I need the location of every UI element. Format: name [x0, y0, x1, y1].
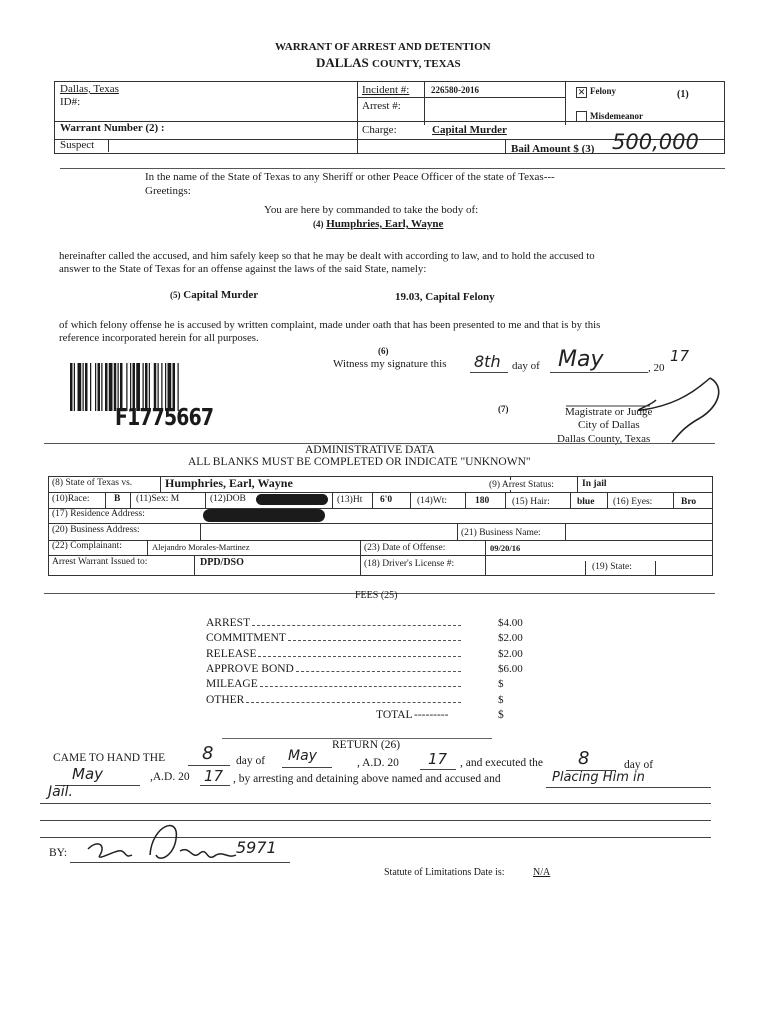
business-name-label: (21) Business Name:: [461, 528, 541, 538]
paragraph-1a: hereinafter called the accused, and him safely keep so that he may be dealt with according to law, and to hold the accused to: [59, 250, 595, 262]
fees-total-amount: $: [498, 709, 504, 721]
bail-amount-label: Bail Amount $ (3): [511, 143, 595, 155]
field-number: (6): [378, 346, 389, 356]
felony-checkbox[interactable]: ✕: [577, 87, 586, 97]
blank-line: [470, 372, 508, 373]
divider: [485, 555, 486, 576]
height-value: 6'0: [380, 495, 393, 505]
incident-label: Incident #:: [362, 84, 410, 96]
divider: [673, 492, 674, 508]
location-text: Dallas, Texas: [60, 83, 119, 95]
document-title: WARRANT OF ARREST AND DETENTION: [275, 41, 491, 53]
issued-to-value: DPD/DSO: [200, 557, 244, 568]
divider: [130, 492, 131, 508]
state-vs-value: Humphries, Earl, Wayne: [165, 476, 293, 490]
arrest-status-label: (9) Arrest Status:: [489, 480, 554, 490]
barcode-bar: [74, 363, 75, 411]
fee-amount: $2.00: [498, 647, 523, 660]
barcode-bar: [161, 363, 162, 411]
leader-dots: ---------: [414, 709, 449, 721]
witness-text: Witness my signature this: [333, 358, 447, 370]
divider: [565, 81, 566, 125]
return-line2-a: ,A.D. 20: [150, 771, 190, 783]
charge-label: Charge:: [362, 124, 397, 136]
county-heading: [316, 55, 461, 71]
fee-amount: $6.00: [498, 662, 523, 675]
fee-amount: $: [498, 678, 504, 691]
business-address-label: (20) Business Address:: [52, 525, 140, 535]
residence-address-label: (17) Residence Address:: [52, 509, 145, 519]
state-vs-label: (8) State of Texas vs.: [52, 478, 133, 488]
barcode-bar: [120, 363, 123, 411]
barcode-bar: [118, 363, 119, 411]
barcode-bar: [165, 363, 166, 411]
return-month-handwritten: May: [288, 748, 317, 764]
statute-text: 19.03, Capital Felony: [395, 291, 495, 303]
witness-dayof: day of: [512, 360, 540, 372]
drivers-license-label: (18) Driver's License #:: [364, 559, 455, 569]
barcode-number: F1775667: [115, 405, 214, 431]
return-day-handwritten: 8: [202, 743, 214, 764]
redaction-bar: [203, 509, 325, 522]
blank-line: [282, 767, 332, 768]
magistrate-title: Magistrate or Judge: [565, 406, 653, 418]
paragraph-2b: reference incorporated herein for all purposes.: [59, 332, 259, 344]
salutation-line: In the name of the State of Texas to any Sheriff or other Peace Officer of the state of Texas---: [145, 171, 555, 183]
weight-label: (14)Wt:: [417, 496, 448, 506]
barcode-bar: [101, 363, 102, 411]
eyes-label: (16) Eyes:: [613, 497, 653, 507]
witness-month-handwritten: May: [558, 347, 604, 372]
divider: [357, 81, 358, 154]
barcode-bar: [158, 363, 159, 411]
barcode-bar: [105, 363, 108, 411]
divider: [48, 508, 713, 509]
divider: [200, 523, 201, 540]
fee-label: RELEASE: [206, 647, 257, 660]
divider: [60, 168, 725, 169]
return-line1-b: day of: [236, 755, 266, 767]
barcode-bar: [90, 363, 91, 411]
height-label: (13)Ht: [337, 495, 363, 505]
divider: [372, 492, 373, 508]
officer-signature: [80, 815, 240, 875]
leader-dots: [246, 702, 461, 703]
leader-dots: [252, 625, 461, 626]
divider: [194, 555, 195, 576]
fees-total-label: TOTAL: [376, 709, 413, 721]
return-line1-e: day of: [624, 759, 654, 771]
witness-year-prefix: , 20: [648, 362, 665, 374]
divider: [424, 81, 425, 125]
race-label: (10)Race:: [52, 494, 90, 504]
leader-dots: [288, 640, 461, 641]
divider: [48, 523, 713, 524]
divider: [360, 555, 361, 576]
divider: [357, 97, 565, 98]
complainant-value: Alejandro Morales-Martinez: [152, 542, 250, 552]
paragraph-2a: of which felony offense he is accused by written complaint, made under oath that has been presented to me and that is by this: [59, 319, 601, 331]
magistrate-county: Dallas County, Texas: [557, 433, 651, 445]
barcode-bar: [114, 363, 117, 411]
barcode-bar: [154, 363, 157, 411]
return-year-handwritten: 17: [428, 750, 448, 768]
weight-value: 180: [475, 496, 490, 506]
return-line2-b: , by arresting and detaining above named and accused and: [233, 773, 501, 785]
barcode-bar: [136, 363, 140, 411]
divider: [655, 561, 656, 576]
felony-label: Felony: [590, 86, 616, 96]
divider: [485, 540, 486, 555]
barcode-bar: [143, 363, 144, 411]
id-label: ID#:: [60, 96, 81, 108]
fee-amount: $4.00: [498, 617, 523, 629]
blank-line: [546, 787, 711, 788]
witness-year-handwritten: 17: [670, 347, 690, 365]
barcode: [70, 363, 208, 411]
misdemeanor-checkbox[interactable]: [576, 111, 587, 122]
return-line3-handwritten: Jail.: [48, 784, 73, 800]
divider: [607, 492, 608, 508]
redaction-bar: [256, 494, 328, 505]
charge-value: Capital Murder: [432, 124, 507, 136]
divider: [108, 140, 109, 152]
fee-amount: $: [498, 693, 504, 706]
hair-label: (15) Hair:: [512, 497, 550, 507]
divider: [465, 492, 466, 508]
paragraph-1b: answer to the State of Texas for an offense against the laws of the said State, namely:: [59, 263, 427, 275]
warrant-number-label: Warrant Number (2) :: [60, 122, 165, 134]
blank-line: [40, 803, 711, 804]
divider: [48, 555, 713, 556]
leader-dots: [296, 671, 461, 672]
divider: [410, 492, 411, 508]
incident-number: 226580-2016: [431, 85, 479, 95]
return-line1-a: CAME TO HAND THE: [53, 752, 166, 764]
return-year2-handwritten: 17: [204, 767, 224, 785]
divider: [505, 139, 506, 154]
divider: [160, 476, 161, 492]
barcode-bar: [173, 363, 176, 411]
accused-name: Humphries, Earl, Wayne: [326, 218, 444, 230]
return-disposition-handwritten: Placing Him in: [552, 770, 645, 785]
statute-limitations-label: Statute of Limitations Date is:: [384, 867, 505, 878]
return-month2-handwritten: May: [72, 765, 104, 783]
blank-line: [188, 765, 230, 766]
offense-line: [170, 289, 258, 301]
issued-to-label: Arrest Warrant Issued to:: [52, 557, 148, 567]
statute-limitations-value: N/A: [533, 867, 551, 878]
barcode-bar: [168, 363, 172, 411]
return-title: RETURN (26): [332, 739, 401, 751]
leader-dots: [260, 686, 461, 687]
witness-day-handwritten: 8th: [474, 352, 501, 371]
field-number: (5): [170, 290, 181, 300]
blank-line: [200, 785, 230, 786]
barcode-bar: [95, 363, 96, 411]
state-label: (19) State:: [592, 562, 632, 572]
barcode-bar: [85, 363, 88, 411]
by-label: BY:: [49, 847, 68, 859]
checkbox-index: (1): [677, 89, 689, 100]
fee-label: MILEAGE: [206, 678, 258, 691]
divider: [105, 492, 106, 508]
return-day2-handwritten: 8: [578, 748, 590, 769]
divider: [147, 540, 148, 555]
hair-value: blue: [577, 497, 595, 507]
barcode-bar: [133, 363, 136, 411]
leader-dots: [258, 656, 461, 657]
magistrate-city: City of Dallas: [578, 419, 640, 431]
command-text: You are here by commanded to take the body of:: [264, 204, 479, 216]
barcode-bar: [70, 363, 73, 411]
divider: [457, 523, 458, 540]
arrest-label: Arrest #:: [362, 100, 401, 112]
fee-label: APPROVE BOND: [206, 662, 294, 675]
divider: [332, 492, 333, 508]
field-number: (7): [498, 404, 509, 414]
divider: [48, 492, 713, 493]
divider: [570, 492, 571, 508]
return-line1-c: , A.D. 20: [357, 757, 399, 769]
barcode-bar: [109, 363, 113, 411]
divider: [585, 561, 586, 576]
greetings: Greetings:: [145, 185, 191, 197]
field-number: (4): [313, 219, 324, 229]
barcode-bar: [83, 363, 84, 411]
race-value: B: [114, 494, 121, 504]
county-state: COUNTY, TEXAS: [372, 58, 461, 70]
blank-line: [420, 769, 456, 770]
complainant-label: (22) Complainant:: [52, 541, 122, 551]
admin-title: ADMINISTRATIVE DATA: [305, 444, 435, 456]
barcode-bar: [149, 363, 150, 411]
arrest-status-value: In jail: [582, 479, 607, 489]
suspect-label: Suspect: [60, 139, 95, 151]
divider: [360, 540, 361, 555]
fee-label: ARREST: [206, 617, 251, 629]
divider: [205, 492, 206, 508]
return-line1-d: , and executed the: [460, 757, 544, 769]
dob-label: (12)DOB: [210, 494, 246, 504]
barcode-bar: [145, 363, 148, 411]
divider: [565, 523, 566, 540]
eyes-value: Bro: [681, 497, 697, 507]
divider: [577, 476, 578, 492]
badge-number-handwritten: 5971: [236, 838, 277, 857]
admin-subtitle: ALL BLANKS MUST BE COMPLETED OR INDICATE "UNKNOWN": [188, 456, 531, 468]
fee-label: OTHER: [206, 693, 245, 706]
accused-name-line: [313, 218, 443, 230]
divider: [505, 492, 506, 508]
fee-amount: $2.00: [498, 632, 523, 645]
offense-date-label: (23) Date of Offense:: [364, 543, 446, 553]
county-name: DALLAS: [316, 55, 369, 70]
barcode-bar: [126, 363, 127, 411]
misdemeanor-label: Misdemeanor: [590, 111, 643, 121]
bail-amount-handwritten: 500,000: [612, 130, 699, 154]
barcode-bar: [98, 363, 101, 411]
fees-title: FEES (25): [355, 590, 398, 601]
sex-label: (11)Sex: M: [136, 494, 180, 504]
offense-name: Capital Murder: [183, 289, 259, 301]
offense-date-value: 09/20/16: [490, 543, 521, 553]
barcode-bar: [130, 363, 131, 411]
barcode-bar: [78, 363, 82, 411]
fee-label: COMMITMENT: [206, 632, 286, 645]
barcode-bar: [178, 363, 179, 411]
